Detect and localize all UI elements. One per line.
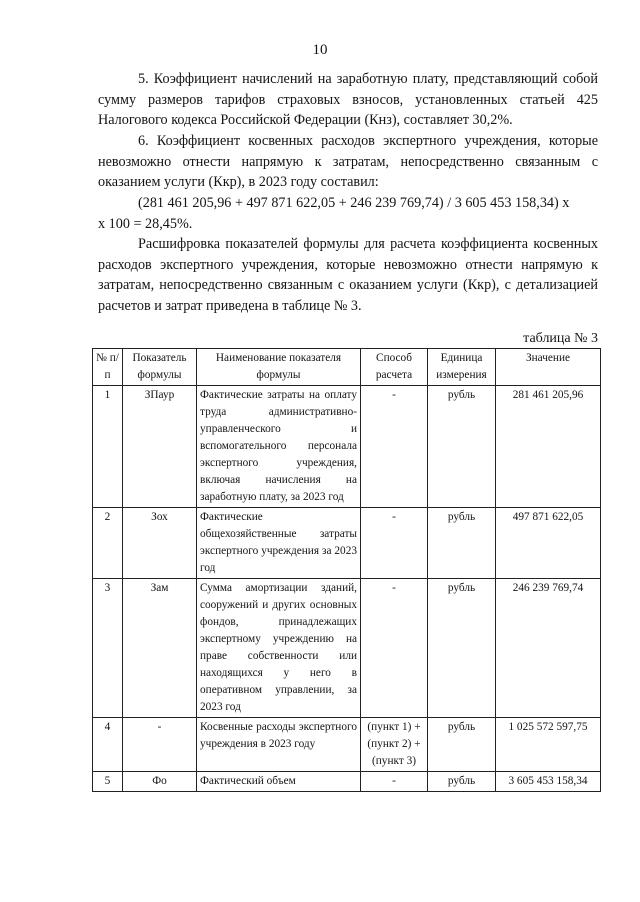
cell-method: -	[361, 772, 428, 792]
data-table	[92, 348, 601, 792]
cell-unit: рубль	[428, 386, 496, 508]
cell-name: Фактические затраты на оплату труда административно-управленческого и вспомогательного персонала экспертного учреждения, включая начисления на заработную плату, за 2023 год	[197, 386, 361, 508]
header-value: Значение	[496, 349, 601, 386]
table-header-row	[93, 349, 601, 386]
cell-value: 3 605 453 158,34	[496, 772, 601, 792]
cell-value: 246 239 769,74	[496, 579, 601, 718]
table-row	[93, 718, 601, 772]
cell-num: 1	[93, 386, 123, 508]
cell-name: Сумма амортизации зданий, сооружений и других основных фондов, принадлежащих экспертному учреждению на праве собственности или находящихся у него в оперативном управлении, за 2023 год	[197, 579, 361, 718]
table-row	[93, 579, 601, 718]
cell-value: 497 871 622,05	[496, 508, 601, 579]
paragraph-5: 5. Коэффициент начислений на заработную плату, представляющий собой сумму размеров тарифов страховых взносов, установленных статьей 425 Налогового кодекса Российской Федерации (Кнз), составляет 30,2%.	[98, 71, 598, 128]
header-method: Способ расчета	[361, 349, 428, 386]
header-name: Наименование показателя формулы	[197, 349, 361, 386]
formula-line-2: х 100 = 28,45%.	[98, 215, 193, 232]
cell-num: 2	[93, 508, 123, 579]
cell-method: -	[361, 579, 428, 718]
table-row	[93, 508, 601, 579]
cell-name: Фактические общехозяйственные затраты экспертного учреждения за 2023 год	[197, 508, 361, 579]
table-row	[93, 772, 601, 792]
cell-value: 281 461 205,96	[496, 386, 601, 508]
cell-name: Косвенные расходы экспертного учреждения в 2023 году	[197, 718, 361, 772]
cell-method: -	[361, 508, 428, 579]
page-number: 10	[312, 42, 328, 58]
cell-code: Зох	[123, 508, 197, 579]
table-row	[93, 386, 601, 508]
formula	[98, 193, 598, 234]
cell-method: -	[361, 386, 428, 508]
header-num: № п/п	[93, 349, 123, 386]
cell-code: -	[123, 718, 197, 772]
cell-num: 4	[93, 718, 123, 772]
cell-unit: рубль	[428, 772, 496, 792]
cell-method: (пункт 1) + (пункт 2) + (пункт 3)	[361, 718, 428, 772]
cell-code: Фо	[123, 772, 197, 792]
cell-num: 5	[93, 772, 123, 792]
formula-line-1: (281 461 205,96 + 497 871 622,05 + 246 239 769,74) / 3 605 453 158,34) х	[138, 195, 570, 211]
cell-unit: рубль	[428, 718, 496, 772]
cell-num: 3	[93, 579, 123, 718]
cell-unit: рубль	[428, 579, 496, 718]
paragraph-6: 6. Коэффициент косвенных расходов экспертного учреждения, которые невозможно отнести напрямую к затратам, непосредственно связанным с оказанием услуги (Ккр), в 2023 году составил:	[98, 133, 598, 190]
paragraph-table-intro: Расшифровка показателей формулы для расчета коэффициента косвенных расходов экспертного учреждения, которые невозможно отнести напрямую к затратам, непосредственно связанным с оказанием услуги (Ккр), с детализацией расчетов и затрат приведена в таблице № 3.	[98, 236, 598, 314]
table-caption: таблица № 3	[523, 331, 598, 346]
header-code: Показатель формулы	[123, 349, 197, 386]
cell-code: Зам	[123, 579, 197, 718]
cell-code: ЗПаур	[123, 386, 197, 508]
cell-unit: рубль	[428, 508, 496, 579]
cell-name: Фактический объем	[197, 772, 361, 792]
header-unit: Единица измерения	[428, 349, 496, 386]
cell-value: 1 025 572 597,75	[496, 718, 601, 772]
